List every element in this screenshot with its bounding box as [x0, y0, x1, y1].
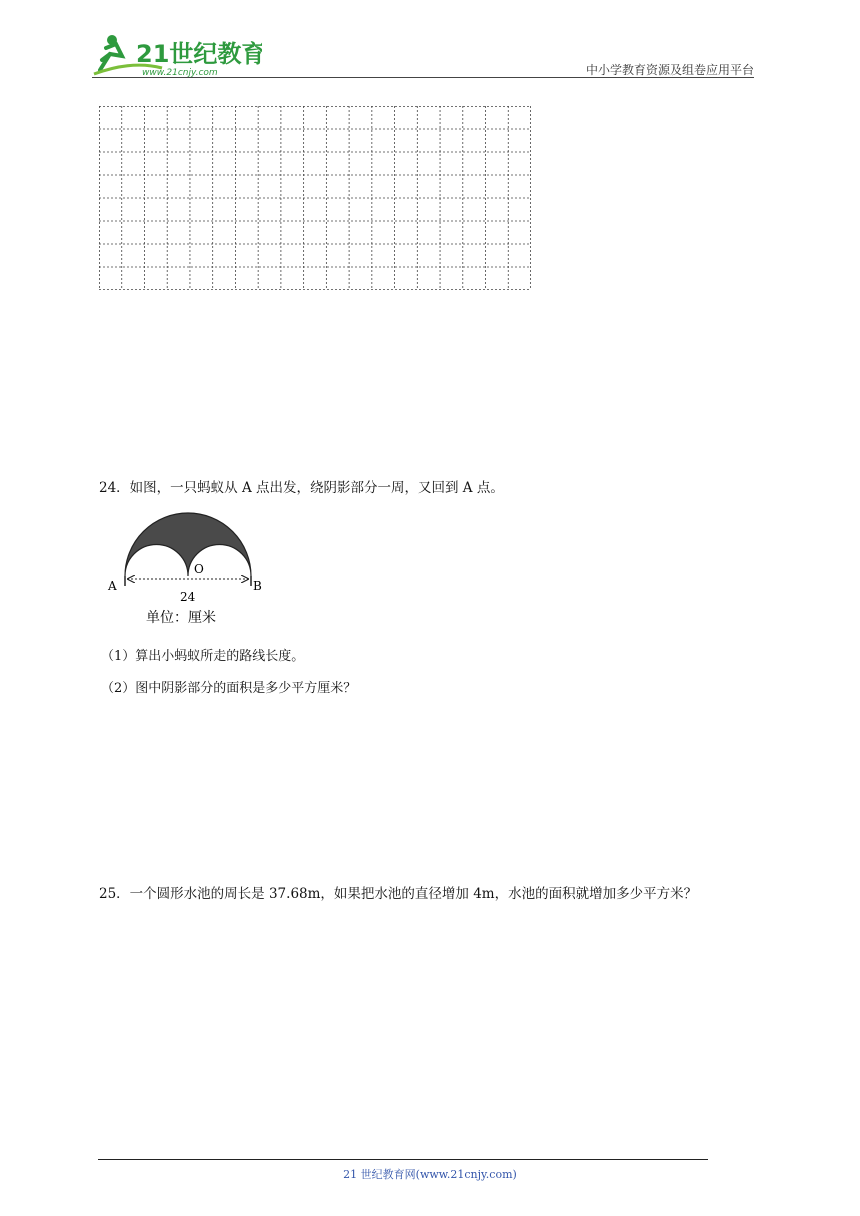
- shaded-region: [125, 513, 251, 576]
- header-divider: [92, 77, 754, 78]
- runner-icon: [92, 30, 262, 80]
- site-logo: [92, 30, 262, 80]
- logo-text: 21世纪教育: [136, 40, 262, 68]
- question-24: 24．如图，一只蚂蚁从 A 点出发，绕阴影部分一周，又回到 A 点。: [99, 480, 504, 496]
- footer-divider: [98, 1159, 708, 1160]
- unit-label: 单位：厘米: [146, 610, 216, 626]
- question-25: 25．一个圆形水池的周长是 37.68m，如果把水池的直径增加 4m，水池的面积就增加多少平方米？: [99, 886, 698, 902]
- label-a: A: [108, 579, 117, 593]
- label-b: B: [253, 579, 262, 593]
- logo-url: www.21cnjy.com: [142, 68, 218, 78]
- dimension-label: 24: [180, 590, 196, 604]
- footer-text: 21 世纪教育网(www.21cnjy.com): [343, 1168, 517, 1181]
- platform-title: 中小学教育资源及组卷应用平台: [585, 63, 754, 77]
- label-o: O: [194, 562, 204, 576]
- semicircle-figure: [104, 510, 274, 628]
- question-24-part-1: （1）算出小蚂蚁所走的路线长度。: [101, 649, 305, 664]
- question-24-part-2: （2）图中阴影部分的面积是多少平方厘米？: [101, 681, 357, 696]
- dashed-grid: [99, 106, 531, 290]
